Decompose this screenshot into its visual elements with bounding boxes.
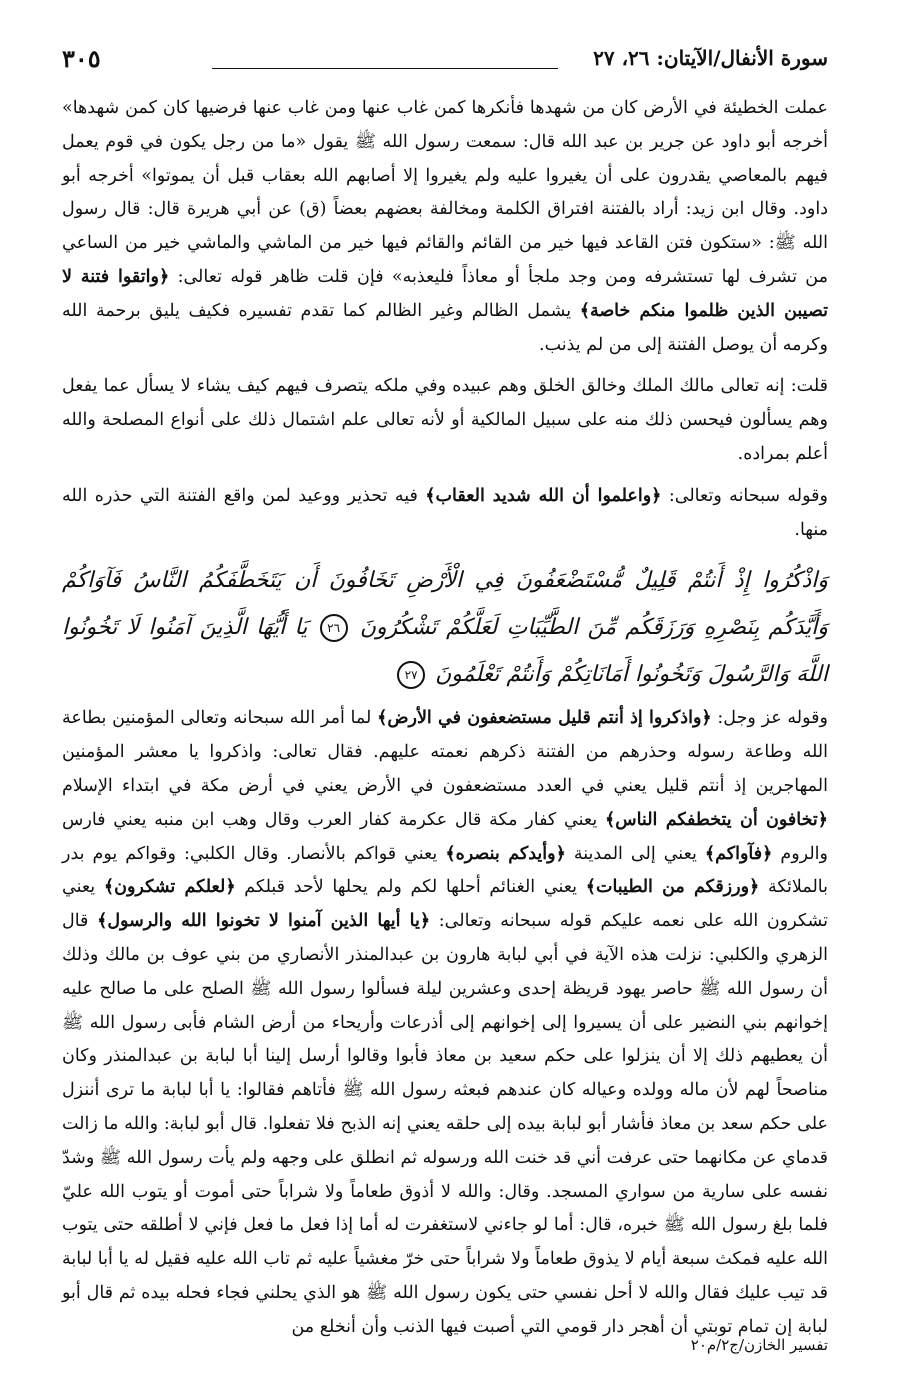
quoted-verse-fragment: ﴿يا أيها الذين آمنوا لا تخونوا الله والرسول﴾ [97,911,431,932]
commentary-text: يعني إلى المدينة [565,843,705,864]
verse-27-text: يَا أَيُّهَا الَّذِينَ آمَنُوا لَا تَخُونُوا اللَّهَ وَالرَّسُولَ وَتَخُونُوا أَمَانَاتِكُمْ وَأَنتُمْ تَعْلَمُونَ [62,615,828,688]
quoted-verse-fragment: ﴿لعلكم تشكرون﴾ [103,877,236,898]
quoted-verse-fragment: ﴿ورزقكم من الطيبات﴾ [585,877,760,898]
commentary-text: لما أمر الله سبحانه وتعالى المؤمنين بطاعة الله وطاعة رسوله وحذرهم من الفتنة ذكرهم نعمته عليهم. فقال تعالى: واذكروا يا معشر المؤمنين المهاجرين إذ أنتم قليل يعني في العدد مستضعفون في الأرض يعني في أرض مكة في ابتداء الإسلام [62,708,828,796]
commentary-text: قال الزهري والكلبي: نزلت هذه الآية في أبي لبابة هارون بن عبدالمنذر الأنصاري من بني عوف بن مالك وذلك أن رسول الله ﷺ حاصر يهود قريظة إحدى وعشرين ليلة فسألوا رسول الله ﷺ الصلح على ما صالح عليه إخوانهم بني النضير على أن يسيروا إلى إخوانهم إلى أذرعات وأريحاء من أرض الشام فأبى رسول الله ﷺ أن يعطيهم ذلك إلا أن ينزلوا على حكم سعيد بن معاذ فأبوا وقالوا أرسل إلينا أبا لبابة بن عبدالمنذر وكان مناصحاً لهم لأن ماله وولده وعياله كان عندهم فبعثه رسول الله ﷺ فأتاهم فقالوا: يا أبا لبابة ما ترى أننزل على حكم سعد بن معاذ فأشار أبو لبابة بيده إلى حلقه يعني إنه الذبح فلا تفعلوا. قال أبو لبابة: والله ما زالت قدماي عن مكانهما حتى عرفت أني قد خنت الله ورسوله ثم انطلق على وجهه ولم يأت رسول الله ﷺ وشدّ نفسه على سارية من سواري المسجد. وقال: والله لا أذوق طعاماً ولا شراباً حتى أموت أو يتوب الله عليّ فلما بلغ رسول الله ﷺ خبره، قال: أما لو جاءني لاستغفرت له أما إذا فعل ما فعل فإني لا أطلقه حتى يتوب الله عليه فمكث سبعة أيام لا يذوق طعاماً ولا شراباً حتى خرّ مغشياً عليه ثم تاب الله عليه فقيل له يا أبا لبابة قد تيب عليك فقال والله لا أحل نفسي حتى يكون رسول الله ﷺ هو الذي يحلني فجاء فحله بيده ثم قال أبو لبابة إن تمام توبتي أن أهجر دار قومي التي أصبت فيها الذنب وأن أنخلع من [62,911,828,1337]
commentary-text: فيه تحذير ووعيد لمن واقع الفتنة التي حذره الله منها. [62,485,828,540]
quoted-verse-fragment: ﴿واتقوا فتنة لا تصيبن الذين ظلموا منكم خاصة﴾ [62,266,828,321]
commentary-text: عملت الخطيئة في الأرض كان من شهدها فأنكرها كمن غاب عنها ومن غاب عنها فرضيها كان كمن شهدها» أخرجه أبو داود عن جرير بن عبد الله قال: سمعت رسول الله ﷺ يقول «ما من رجل يكون في قوم يعمل فيهم بالمعاصي يقدرون على أن يغيروا عليه ولم يغيروا إلا أصابهم الله بعقاب قبل أن يموتوا» أخرجه أبو داود. وقال ابن زيد: أراد بالفتنة افتراق الكلمة ومخالفة بعضهم بعضاً (ق) عن أبي هريرة قال: قال رسول الله ﷺ: «ستكون فتن القاعد فيها خير من القائم والقائم فيها خير من الماشي والماشي خير من الساعي من تشرف لها تستشرفه ومن وجد ملجأ أو معاذاً فليعذبه» فإن قلت ظاهر قوله تعالى: [62,98,828,287]
quoted-verse-fragment: ﴿واذكروا إذ أنتم قليل مستضعفون في الأرض﴾ [377,708,712,729]
paragraph-4 [62,702,828,1344]
running-header [62,44,828,76]
surah-reference: سورة الأنفال/الآيتان: ٢٦، ٢٧ [593,46,828,70]
commentary-text: يعني قواكم بالأنصار. وقال الكلبي: وقواكم يوم بدر بالملائكة [62,843,828,898]
verse-26-number: ٢٦ [320,614,348,642]
commentary-text: يشمل الظالم وغير الظالم كما تقدم تفسيره فكيف يليق برحمة الله وكرمه أن يوصل الفتنة إلى من لم يذنب. [62,300,828,355]
quran-verse-block [62,557,828,698]
signature-mark: تفسير الخازن/ج٢/م٢٠ [690,1336,828,1354]
commentary-text: يعني الغنائم أحلها لكم ولم يحلها لأحد قبلكم [235,877,586,898]
verse-26-text: وَاذْكُرُوا إِذْ أَنتُمْ قَلِيلٌ مُّسْتَضْعَفُونَ فِي الْأَرْضِ تَخَافُونَ أَن يَتَخَطَّفَكُمُ النَّاسُ فَآوَاكُمْ وَأَيَّدَكُم بِنَصْرِهِ وَرَزَقَكُم مِّنَ الطَّيِّبَاتِ لَعَلَّكُمْ تَشْكُرُونَ [62,568,828,641]
commentary-text: وقوله سبحانه وتعالى: [661,485,828,506]
quoted-verse-fragment: ﴿واعلموا أن الله شديد العقاب﴾ [425,485,662,506]
quoted-verse-fragment: ﴿وأيدكم بنصره﴾ [445,843,566,864]
paragraph-2: قلت: إنه تعالى مالك الملك وخالق الخلق وهم عبيده وفي ملكه يتصرف فيهم كيف يشاء لا يسأل عما يفعل وهم يسألون فيحسن ذلك منه على سبيل المالكية أو لأنه تعالى علم اشتمال ذلك على أنواع المصلحة والله أعلم بمراده. [62,376,828,464]
commentary-text: يعني كفار مكة قال عكرمة كفار العرب وقال وهب ابن منبه يعني فارس والروم [62,809,828,864]
commentary-text: وقوله عز وجل: [711,708,828,729]
commentary-text: يعني تشكرون الله على نعمه عليكم قوله سبحانه وتعالى: [62,877,829,932]
paragraph-1 [62,92,828,362]
text-body [62,92,828,1345]
header-rule [212,68,558,69]
paragraph-3 [62,480,828,548]
quoted-verse-fragment: ﴿تخافون أن يتخطفكم الناس﴾ [604,809,828,830]
verse-27-number: ٢٧ [397,661,425,689]
quoted-verse-fragment: ﴿فآواكم﴾ [704,843,773,864]
page-number: ٣٠٥ [62,44,101,73]
